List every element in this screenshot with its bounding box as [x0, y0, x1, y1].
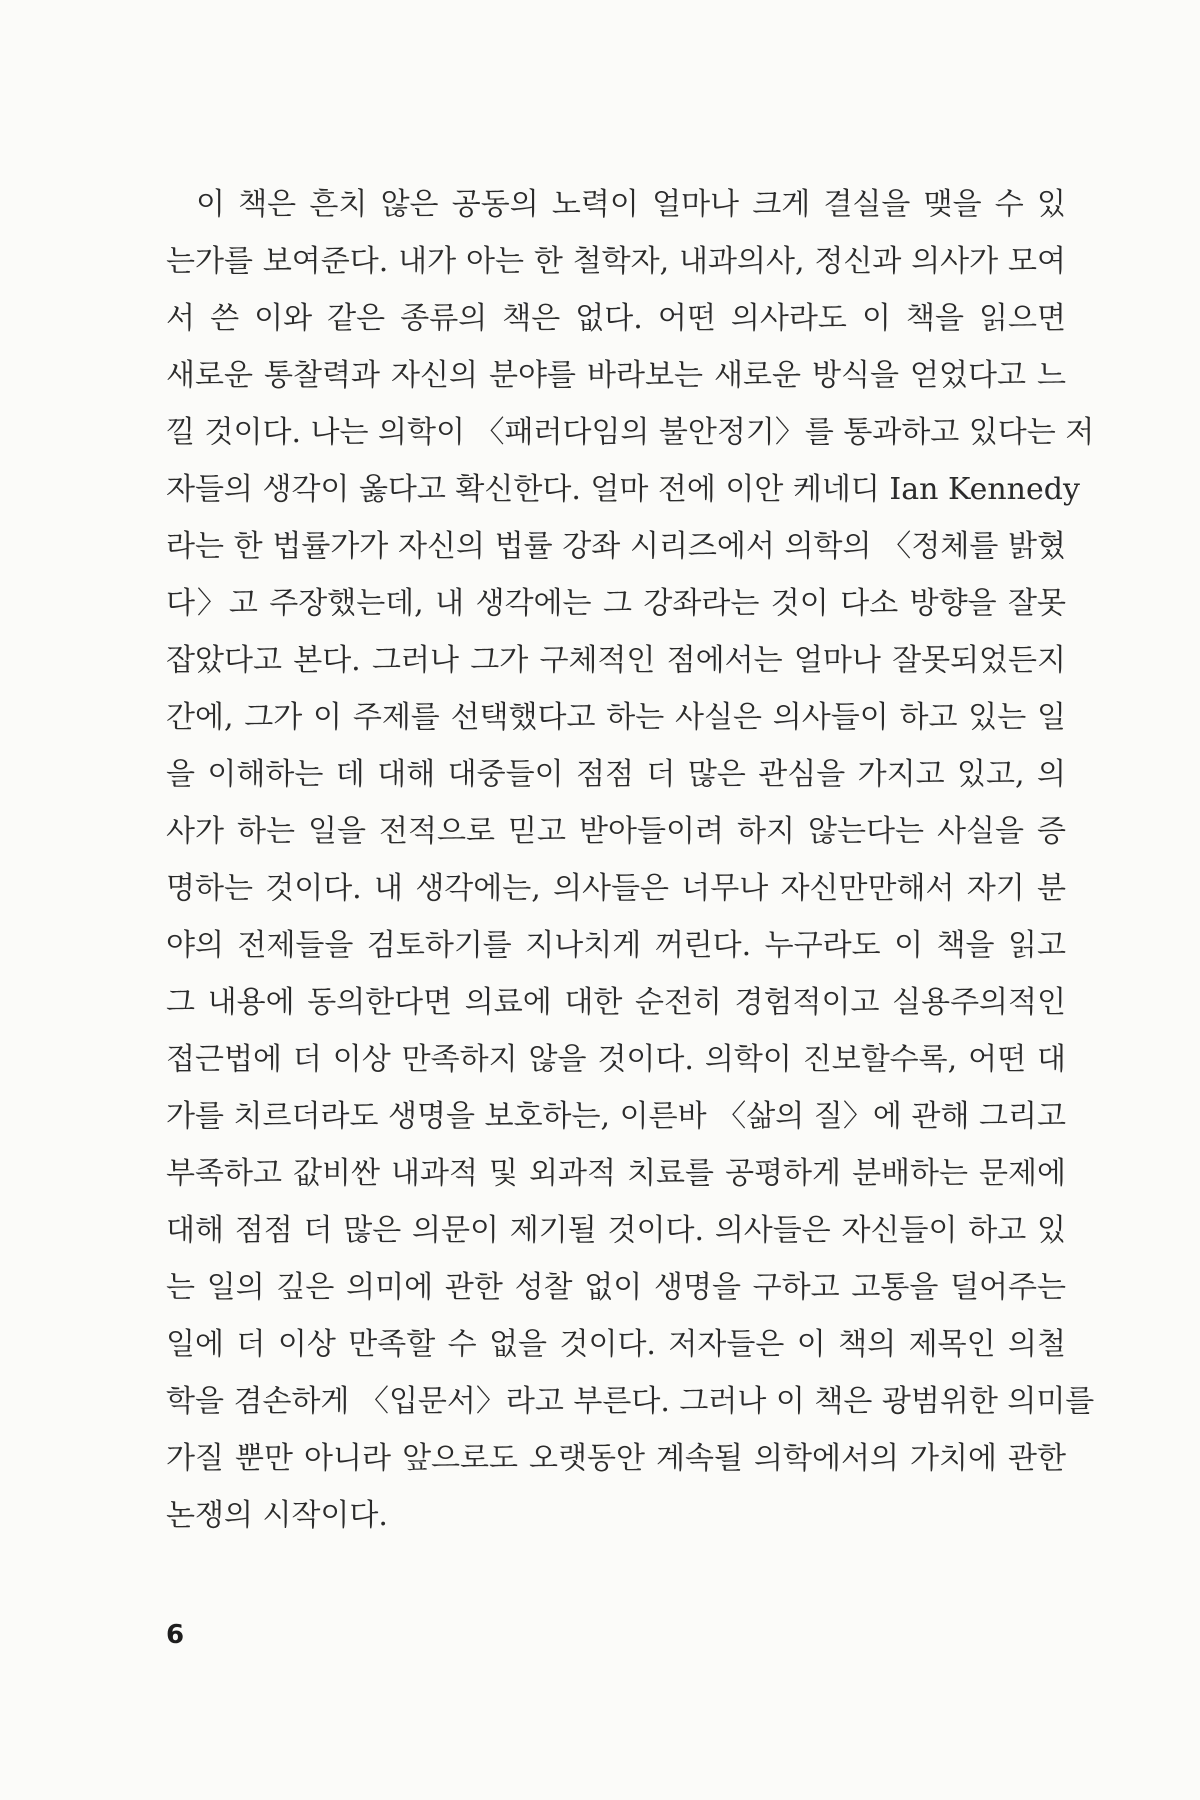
text-line: 새로운 통찰력과 자신의 분야를 바라보는 새로운 방식을 얻었다고 느 — [166, 358, 1066, 393]
page-number: 6 — [166, 1620, 185, 1650]
text-line: 그 내용에 동의한다면 의료에 대한 순전히 경험적이고 실용주의적인 — [166, 985, 1066, 1020]
text-line: 사가 하는 일을 전적으로 믿고 받아들이려 하지 않는다는 사실을 증 — [166, 814, 1066, 849]
text-line: 는가를 보여준다. 내가 아는 한 철학자, 내과의사, 정신과 의사가 모여 — [166, 244, 1066, 279]
text-line: 가를 치르더라도 생명을 보호하는, 이른바 〈삶의 질〉에 관해 그리고 — [166, 1099, 1066, 1134]
text-line: 학을 겸손하게 〈입문서〉라고 부른다. 그러나 이 책은 광범위한 의미를 — [166, 1384, 1095, 1419]
body-paragraph — [166, 176, 1095, 1544]
text-line: 가질 뿐만 아니라 앞으로도 오랫동안 계속될 의학에서의 가치에 관한 — [166, 1441, 1066, 1476]
text-line: 일에 더 이상 만족할 수 없을 것이다. 저자들은 이 책의 제목인 의철 — [166, 1327, 1066, 1362]
text-line: 자들의 생각이 옳다고 확신한다. 얼마 전에 이안 케네디 Ian Kennedy — [166, 472, 1080, 507]
text-line: 이 책은 흔치 않은 공동의 노력이 얼마나 크게 결실을 맺을 수 있 — [196, 187, 1066, 222]
text-line: 을 이해하는 데 대해 대중들이 점점 더 많은 관심을 가지고 있고, 의 — [166, 757, 1066, 792]
text-line: 는 일의 깊은 의미에 관한 성찰 없이 생명을 구하고 고통을 덜어주는 — [166, 1270, 1066, 1305]
text-line: 서 쓴 이와 같은 종류의 책은 없다. 어떤 의사라도 이 책을 읽으면 — [166, 301, 1066, 336]
text-line: 접근법에 더 이상 만족하지 않을 것이다. 의학이 진보할수록, 어떤 대 — [166, 1042, 1066, 1077]
text-line: 라는 한 법률가가 자신의 법률 강좌 시리즈에서 의학의 〈정체를 밝혔 — [166, 529, 1066, 564]
text-line: 대해 점점 더 많은 의문이 제기될 것이다. 의사들은 자신들이 하고 있 — [166, 1213, 1066, 1248]
text-line: 야의 전제들을 검토하기를 지나치게 꺼린다. 누구라도 이 책을 읽고 — [166, 928, 1066, 963]
text-line: 부족하고 값비싼 내과적 및 외과적 치료를 공평하게 분배하는 문제에 — [166, 1156, 1066, 1191]
text-line: 간에, 그가 이 주제를 선택했다고 하는 사실은 의사들이 하고 있는 일 — [166, 700, 1066, 735]
text-line: 명하는 것이다. 내 생각에는, 의사들은 너무나 자신만만해서 자기 분 — [166, 871, 1066, 906]
text-line: 다〉고 주장했는데, 내 생각에는 그 강좌라는 것이 다소 방향을 잘못 — [166, 586, 1066, 621]
text-line: 논쟁의 시작이다. — [166, 1498, 388, 1533]
text-line: 낄 것이다. 나는 의학이 〈패러다임의 불안정기〉를 통과하고 있다는 저 — [166, 415, 1095, 450]
text-line: 잡았다고 본다. 그러나 그가 구체적인 점에서는 얼마나 잘못되었든지 — [166, 643, 1066, 678]
